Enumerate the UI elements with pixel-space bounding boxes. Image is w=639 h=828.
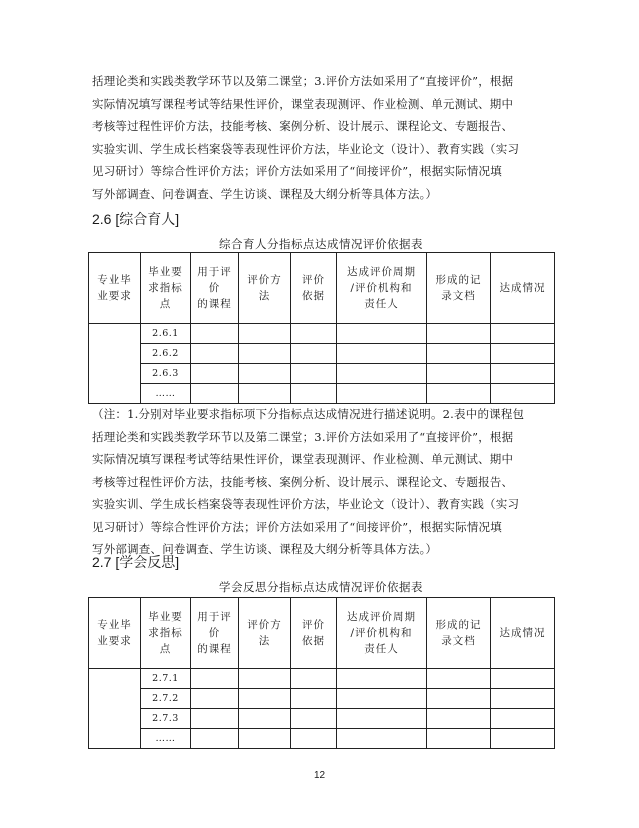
table-cell: [337, 689, 427, 709]
table-cell: [491, 669, 555, 689]
table-cell: [191, 709, 239, 729]
table-cell: [337, 324, 427, 344]
table-cell: [239, 729, 291, 749]
indicator-point-cell: 2.7.1: [141, 669, 191, 689]
indicator-point-cell: 2.6.3: [141, 364, 191, 384]
table-cell: [427, 324, 491, 344]
page-number: 12: [313, 770, 326, 781]
requirement-cell: [89, 669, 141, 749]
table-row: [89, 689, 555, 709]
column-header: 专业毕 业要求: [89, 253, 141, 324]
table-title-2-7: 学会反思分指标点达成情况评价依据表: [219, 580, 423, 594]
table-cell: [337, 384, 427, 404]
table-cell: [239, 709, 291, 729]
table-cell: [191, 669, 239, 689]
table-cell: [337, 669, 427, 689]
column-header: 达成情况: [491, 253, 555, 324]
table-cell: [191, 324, 239, 344]
column-header: 用于评 价 的课程: [191, 253, 239, 324]
table-title-2-6: 综合育人分指标点达成情况评价依据表: [219, 237, 423, 251]
table-cell: [491, 364, 555, 384]
table-cell: [427, 669, 491, 689]
intro-paragraph: [92, 70, 552, 205]
text-line: 括理论类和实践类教学环节以及第二课堂；3.评价方法如采用了“直接评价”，根据: [92, 429, 514, 444]
table-cell: [191, 364, 239, 384]
table-cell: [191, 384, 239, 404]
table-cell: [491, 709, 555, 729]
text-line: 考核等过程性评价方法，技能考核、案例分析、设计展示、课程论文、专题报告、: [92, 119, 514, 133]
table-2-7-header-row: [89, 598, 555, 669]
table-cell: [239, 364, 291, 384]
section-heading-2-6: 2.6 [综合育人]: [92, 211, 180, 227]
column-header: 评价方 法: [239, 598, 291, 669]
table-cell: [239, 689, 291, 709]
indicator-point-cell: 2.7.3: [141, 709, 191, 729]
text-line: 见习研讨）等综合性评价方法；评价方法如采用了“间接评价”，根据实际情况填: [92, 519, 502, 534]
table-cell: [191, 344, 239, 364]
table-cell: [491, 689, 555, 709]
table-cell: [427, 364, 491, 384]
table-row: [89, 324, 555, 344]
text-line: 见习研讨）等综合性评价方法；评价方法如采用了“间接评价”，根据实际情况填: [92, 164, 502, 178]
text-line: 实验实训、学生成长档案袋等表现性评价方法，毕业论文（设计）、教育实践（实习: [92, 141, 520, 156]
table-cell: [491, 384, 555, 404]
table-cell: [491, 729, 555, 749]
column-header: 达成评价周期 /评价机构和 责任人: [337, 598, 427, 669]
table-cell: [427, 729, 491, 749]
indicator-point-cell: ……: [141, 384, 191, 404]
column-header: 专业毕 业要求: [89, 598, 141, 669]
table-cell: [291, 709, 337, 729]
table-cell: [239, 669, 291, 689]
column-header: 评价 依据: [291, 253, 337, 324]
table-cell: [291, 324, 337, 344]
table-row: [89, 709, 555, 729]
text-line: 写外部调查、问卷调查、学生访谈、课程及大纲分析等具体方法。）: [92, 542, 438, 556]
column-header: 毕业要 求指标 点: [141, 598, 191, 669]
indicator-point-cell: 2.7.2: [141, 689, 191, 709]
section-heading-2-7: 2.7 [学会反思]: [92, 554, 180, 570]
table-row: [89, 669, 555, 689]
indicator-point-cell: 2.6.2: [141, 344, 191, 364]
indicator-point-cell: ……: [141, 729, 191, 749]
table-cell: [239, 384, 291, 404]
table-2-6-header-row: [89, 253, 555, 324]
table-cell: [191, 689, 239, 709]
table-cell: [427, 344, 491, 364]
column-header: 达成评价周期 /评价机构和 责任人: [337, 253, 427, 324]
column-header: 评价 依据: [291, 598, 337, 669]
table-cell: [291, 689, 337, 709]
table-cell: [191, 729, 239, 749]
table-cell: [291, 669, 337, 689]
table-row: [89, 384, 555, 404]
table-cell: [291, 344, 337, 364]
column-header: 形成的记 录文档: [427, 253, 491, 324]
table-row: [89, 729, 555, 749]
column-header: 用于评 价 的课程: [191, 598, 239, 669]
table-cell: [291, 384, 337, 404]
text-line: 实际情况填写课程考试等结果性评价，课堂表现测评、作业检测、单元测试、期中: [92, 452, 514, 466]
table-cell: [337, 709, 427, 729]
table-note-2-6: [92, 403, 552, 561]
requirement-cell: [89, 324, 141, 404]
table-cell: [337, 364, 427, 384]
text-line: （注：1.分别对毕业要求指标项下分指标点达成情况进行描述说明。2.表中的课程包: [92, 407, 525, 421]
table-cell: [491, 344, 555, 364]
table-cell: [337, 344, 427, 364]
text-line: 实验实训、学生成长档案袋等表现性评价方法，毕业论文（设计）、教育实践（实习: [92, 497, 520, 511]
table-cell: [291, 364, 337, 384]
text-line: 括理论类和实践类教学环节以及第二课堂；3.评价方法如采用了“直接评价”，根据: [92, 74, 514, 88]
table-cell: [337, 729, 427, 749]
indicator-point-cell: 2.6.1: [141, 324, 191, 344]
table-cell: [239, 324, 291, 344]
evaluation-table-2-7: [88, 597, 555, 749]
column-header: 毕业要 求指标 点: [141, 253, 191, 324]
column-header: 达成情况: [491, 598, 555, 669]
table-cell: [239, 344, 291, 364]
table-row: [89, 344, 555, 364]
evaluation-table-2-6: [88, 252, 555, 404]
table-cell: [291, 729, 337, 749]
text-line: 写外部调查、问卷调查、学生访谈、课程及大纲分析等具体方法。）: [92, 186, 438, 201]
table-cell: [427, 709, 491, 729]
column-header: 评价方 法: [239, 253, 291, 324]
text-line: 实际情况填写课程考试等结果性评价，课堂表现测评、作业检测、单元测试、期中: [92, 96, 514, 111]
text-line: 考核等过程性评价方法，技能考核、案例分析、设计展示、课程论文、专题报告、: [92, 474, 514, 489]
column-header: 形成的记 录文档: [427, 598, 491, 669]
table-cell: [427, 384, 491, 404]
table-row: [89, 364, 555, 384]
table-cell: [427, 689, 491, 709]
table-cell: [491, 324, 555, 344]
